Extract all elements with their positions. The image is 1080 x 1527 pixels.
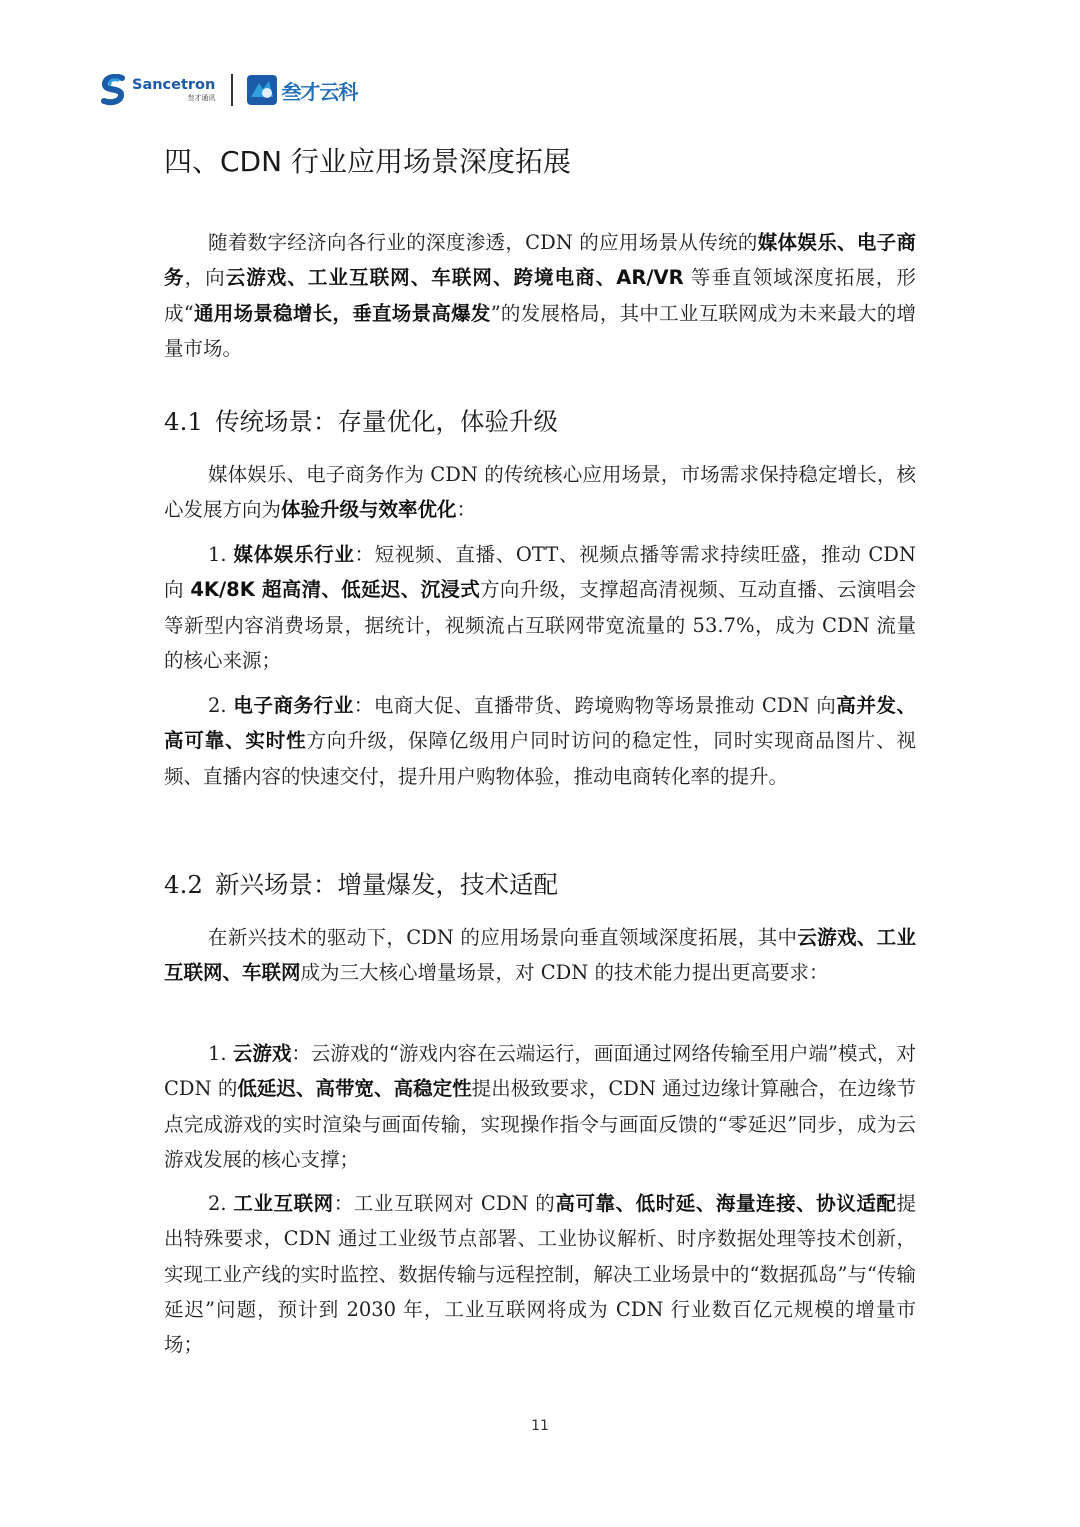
sancetron-name: Sancetron [132,76,216,93]
intro-bold-3: 通用场景稳增长，垂直场景高爆发 [193,301,491,325]
s42-intro-paragraph [164,920,916,991]
s41-intro-paragraph [164,457,916,528]
subsection-title-text: 传统场景：存量优化，体验升级 [214,407,558,436]
s42-item-2-number: 2. [208,1192,234,1215]
s41-item-1-head: 媒体娱乐行业 [233,543,355,566]
sancai-cloud-name: 叁才云科 [281,79,358,104]
page-number: 11 [531,1418,549,1434]
subsection-number: 4.2 [164,870,203,899]
page-header [100,70,357,110]
intro-text-2: ，向 [184,266,226,290]
intro-bold-1: 媒体娱乐、电子商务 [164,231,916,290]
sancai-cloud-icon [247,75,277,105]
s42-intro-bold-1: 云游戏、工业互联网、车联网 [164,926,916,985]
s42-item-2 [164,1186,916,1362]
s42-item-1 [164,1036,916,1177]
s42-item-1-bold-1: 低延迟、高带宽、高稳定性 [237,1077,472,1101]
s41-item-2-bold-1: 高并发、高可靠、实时性 [164,694,916,753]
s41-item-1-text-1: ：短视频、直播、OTT、视频点播等需求持续旺盛，推动 CDN 向 [164,543,916,602]
s42-item-2-bold-1: 高可靠、低时延、海量连接、协议适配 [555,1192,897,1215]
s41-item-2 [164,688,916,794]
logo-divider [231,74,233,106]
s41-intro-text-2: ： [456,498,477,522]
s42-item-1-text-1: ：云游戏的“游戏内容在云端运行，画面通过网络传输至用户端”模式，对 CDN 的 [164,1042,916,1101]
sancetron-logo [100,74,215,106]
s41-item-1-bold-1: 4K/8K 超高清、低延迟、沉浸式 [190,578,481,602]
sancetron-s-icon [100,74,128,106]
subsection-number: 4.1 [164,407,203,436]
section-title: 四、CDN 行业应用场景深度拓展 [164,145,571,178]
s42-item-2-text-2: 提出特殊要求，CDN 通过工业级节点部署、工业协议解析、时序数据处理等技术创新，实现工业产线的实时监控、数据传输与远程控制，解决工业场景中的“数据孤岛”与“传输延迟”问题，预计到 2030 年，工业互联网将成为 CDN 行业数百亿元规模的增量市场； [164,1192,916,1357]
s41-item-1-text-2: 方向升级，支撑超高清视频、互动直播、云演唱会等新型内容消费场景，据统计，视频流占互联网带宽流量的 53.7%，成为 CDN 流量的核心来源； [164,578,916,672]
s41-item-1-number: 1. [208,543,234,566]
s41-item-2-number: 2. [208,694,234,717]
s42-item-1-head: 云游戏 [232,1042,292,1065]
intro-paragraph [164,225,916,366]
s42-item-1-text-2: 提出极致要求，CDN 通过边缘计算融合，在边缘节点完成游戏的实时渲染与画面传输，实现操作指令与画面反馈的“零延迟”同步，成为云游戏发展的核心支撑； [164,1077,916,1171]
s42-item-1-number: 1. [208,1042,233,1065]
s42-item-2-head: 工业互联网 [233,1192,334,1215]
subsection-title-4-1 [164,403,558,438]
intro-text-3: 等垂直领域深度拓展，形成“ [164,266,916,325]
sancetron-subtitle: 叁才通讯 [187,94,216,103]
intro-text-1: 随着数字经济向各行业的深度渗透，CDN 的应用场景从传统的 [208,231,758,254]
s41-intro-text-1: 媒体娱乐、电子商务作为 CDN 的传统核心应用场景，市场需求保持稳定增长，核心发展方向为 [164,463,916,522]
s42-intro-text-2: 成为三大核心增量场景，对 CDN 的技术能力提出更高要求： [300,961,829,985]
subsection-title-4-2 [164,866,558,901]
subsection-title-text: 新兴场景：增量爆发，技术适配 [214,870,558,899]
s41-item-1 [164,537,916,678]
intro-bold-2: 云游戏、工业互联网、车联网、跨境电商、AR/VR [225,266,684,290]
s41-item-2-text-2: 方向升级，保障亿级用户同时访问的稳定性，同时实现商品图片、视频、直播内容的快速交付，提升用户购物体验，推动电商转化率的提升。 [164,729,916,788]
s41-item-2-text-1: ：电商大促、直播带货、跨境购物等场景推动 CDN 向 [353,694,837,717]
s41-intro-bold-1: 体验升级与效率优化 [281,498,457,522]
s42-intro-text-1: 在新兴技术的驱动下，CDN 的应用场景向垂直领域深度拓展，其中 [208,926,798,949]
intro-text-4: ”的发展格局，其中工业互联网成为未来最大的增量市场。 [164,301,916,360]
s41-item-2-head: 电子商务行业 [233,694,354,717]
s42-item-2-text-1: ：工业互联网对 CDN 的 [333,1192,556,1215]
sancai-cloud-logo [247,75,357,105]
